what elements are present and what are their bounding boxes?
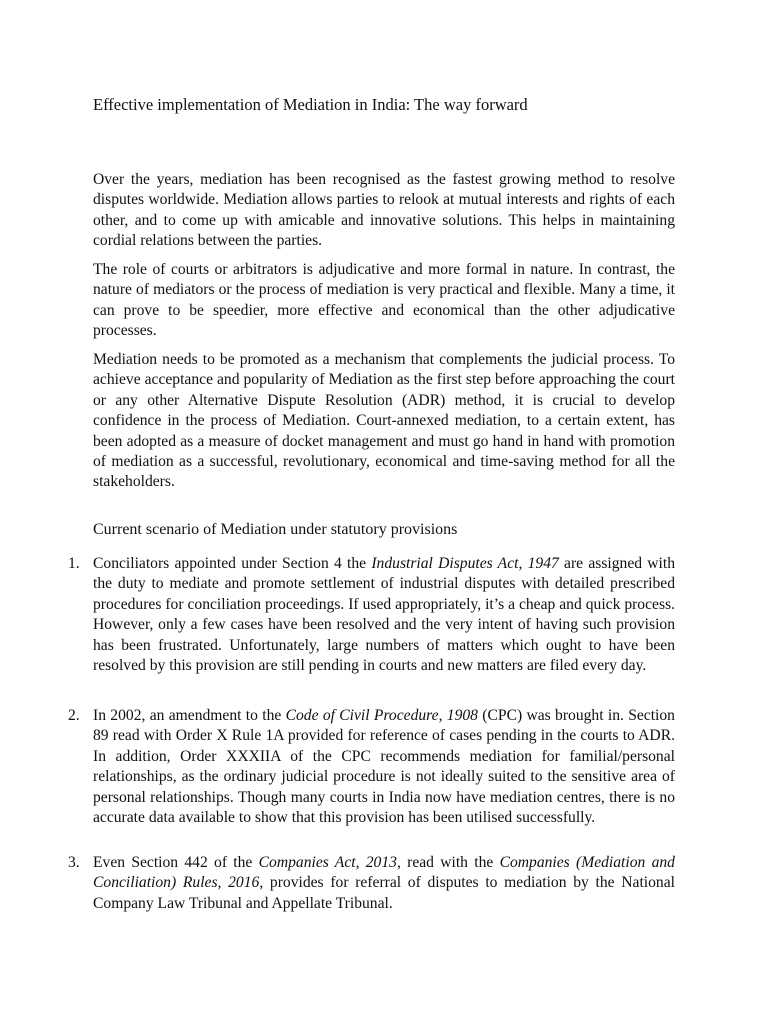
- list-text-part: , read with the: [396, 854, 500, 871]
- statute-name: Industrial Disputes Act, 1947: [371, 555, 559, 572]
- paragraph-promotion: Mediation needs to be promoted as a mechanism that complements the judicial process. To achieve acceptance and popularity of Mediation as the first step before approaching the court or any other Alternative Dispute Resolution (ADR) method, it is crucial to develop confidence in the process of Mediation. Court-annexed mediation, to a certain extent, has been adopted as a measure of docket management and must go hand in hand with promotion of mediation as a successful, revolutionary, economical and time-saving method for all the stakeholders.: [93, 351, 675, 491]
- statute-name: Companies Act, 2013: [258, 854, 397, 871]
- document-title: Effective implementation of Mediation in India: The way forward: [93, 95, 528, 114]
- list-text-part: , provides for referral of disputes to mediation by the National Company Law Tribunal and Appellate Tribunal.: [93, 874, 675, 912]
- list-text-part: Even Section 442 of the: [93, 854, 259, 871]
- list-item-text: [93, 853, 675, 914]
- list-text-part: (CPC) was brought in. Section 89 read with Order X Rule 1A provided for reference of cases pending in the courts to ADR. In addition, Order XXXIIA of the CPC recommends mediation for familial/personal relationships, as the ordinary judicial procedure is not ideally suited to the sensitive area of personal relationships. Though many courts in India now have mediation centres, there is no accurate data available to show that this provision has been utilised successfully.: [93, 707, 675, 827]
- paragraph-intro: Over the years, mediation has been recognised as the fastest growing method to resolve disputes worldwide. Mediation allows parties to relook at mutual interests and rights of each other, and to come up with amicable and innovative solutions. This helps in maintaining cordial relations between the parties.: [93, 171, 675, 250]
- section-heading: Current scenario of Mediation under statutory provisions: [93, 521, 458, 538]
- list-text-part: In 2002, an amendment to the: [93, 707, 286, 724]
- list-number: 2.: [68, 707, 80, 724]
- list-text-part: Conciliators appointed under Section 4 the: [93, 555, 372, 572]
- paragraph-courts: The role of courts or arbitrators is adjudicative and more formal in nature. In contrast, the nature of mediators or the process of mediation is very practical and flexible. Many a time, it can prove to be speedier, more effective and economical than the other adjudicative processes.: [93, 261, 675, 340]
- list-item-text: [93, 554, 675, 676]
- list-item-text: [93, 706, 675, 828]
- list-text-part: are assigned with the duty to mediate and promote settlement of industrial disputes with detailed prescribed procedures for conciliation proceedings. If used appropriately, it’s a cheap and quick process. However, only a few cases have been resolved and the very intent of having such provision has been frustrated. Unfortunately, large numbers of matters which ought to have been resolved by this provision are still pending in courts and new matters are filed every day.: [93, 555, 676, 675]
- list-item: [68, 554, 675, 676]
- list-number: 3.: [68, 854, 80, 871]
- list-item: [68, 853, 675, 914]
- statute-name: Code of Civil Procedure, 1908: [285, 707, 478, 724]
- list-number: 1.: [68, 555, 80, 572]
- list-item: [68, 706, 675, 828]
- rules-name: Companies (Mediation and Conciliation) Rules, 2016: [93, 854, 675, 892]
